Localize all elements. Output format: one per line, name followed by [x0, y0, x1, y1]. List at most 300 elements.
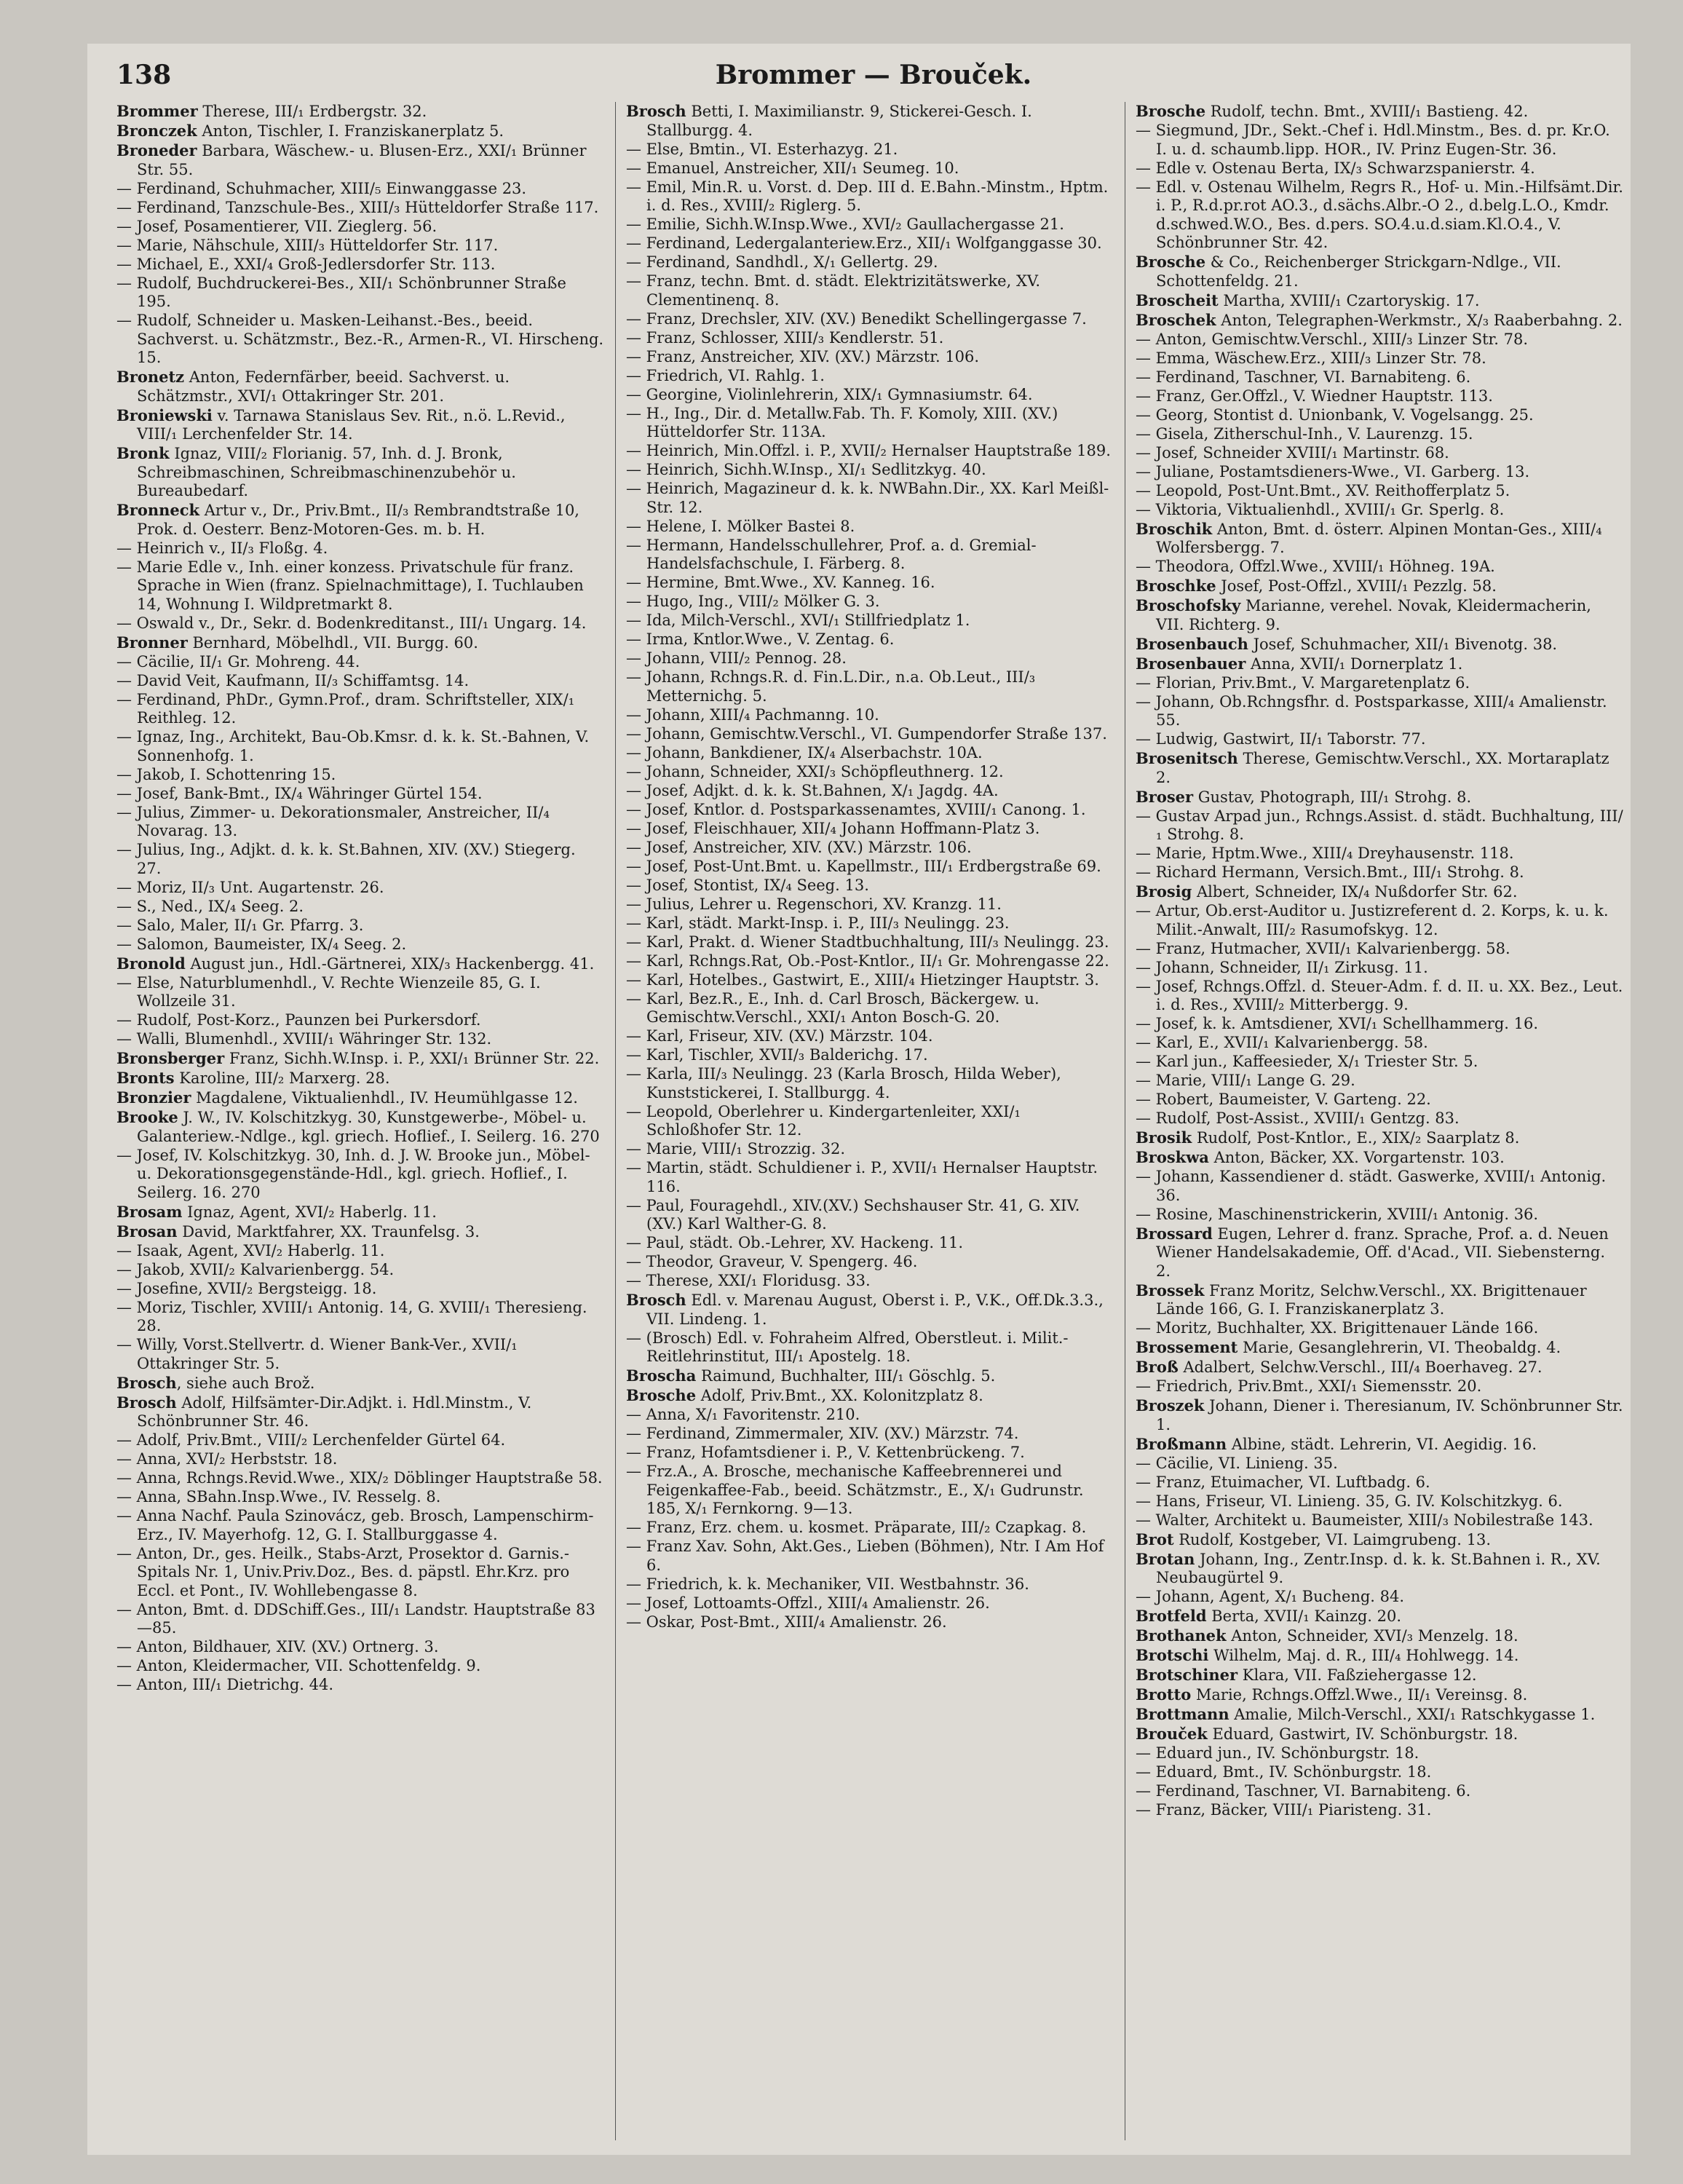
- entry-details: — Johann, Ob.Rchngsfhr. d. Postsparkasse, XIII/₄ Amalienstr. 55.: [1136, 692, 1607, 729]
- directory-entry: [626, 1329, 1114, 1366]
- directory-entry: [1136, 1435, 1623, 1455]
- directory-entry: [626, 1234, 1114, 1253]
- entry-details: — Anna, Rchngs.Revid.Wwe., XIX/₂ Döblinger Hauptstraße 58.: [116, 1469, 603, 1487]
- entry-details: Eduard, Gastwirt, IV. Schönburgstr. 18.: [1207, 1725, 1518, 1743]
- directory-entry: [116, 1049, 604, 1069]
- entry-surname: Broscha: [626, 1366, 697, 1385]
- directory-entry: [626, 1575, 1114, 1594]
- column-1: [116, 102, 604, 2140]
- entry-details: Barbara, Wäschew.- u. Blusen-Erz., XXI/₁ Brünner Str. 55.: [137, 142, 587, 178]
- entry-details: — Siegmund, JDr., Sekt.-Chef i. Hdl.Minstm., Bes. d. pr. Kr.O. I. u. d. schaumb.lipp. HOR., IV. Prinz Eugen-Str. 36.: [1136, 122, 1610, 158]
- entry-details: Bernhard, Möbelhdl., VII. Burgg. 60.: [187, 633, 478, 652]
- directory-entry: [116, 614, 604, 633]
- directory-entry: [116, 1011, 604, 1030]
- directory-entry: [1136, 863, 1623, 882]
- entry-details: — Marie Edle v., Inh. einer konzess. Privatschule für franz. Sprache in Wien (franz. Spielnachmittage), I. Tuchlauben 14, Wohnung I. Wildpretmarkt 8.: [116, 558, 584, 613]
- directory-entry: [1136, 1168, 1623, 1205]
- directory-entry: [626, 1253, 1114, 1272]
- entry-details: Johann, Ing., Zentr.Insp. d. k. k. St.Bahnen i. R., XV. Neubaugürtel 9.: [1156, 1550, 1601, 1586]
- directory-entry: [626, 839, 1114, 858]
- entry-surname: Brosenbauch: [1136, 634, 1248, 653]
- entry-details: — Ferdinand, Taschner, VI. Barnabiteng. 6.: [1136, 1782, 1471, 1800]
- entry-surname: Brosan: [116, 1222, 178, 1241]
- directory-entry: [1136, 577, 1623, 596]
- entry-details: Anna, XVII/₁ Dornerplatz 1.: [1246, 654, 1463, 673]
- directory-entry: [116, 1507, 604, 1544]
- entry-surname: Broschek: [1136, 310, 1216, 329]
- directory-entry: [626, 990, 1114, 1027]
- entry-details: — Michael, E., XXI/₄ Groß-Jedlersdorfer Str. 113.: [116, 255, 496, 273]
- directory-entry: [1136, 349, 1623, 368]
- directory-entry: [116, 368, 604, 405]
- directory-entry: [1136, 1705, 1623, 1725]
- directory-entry: [626, 1159, 1114, 1196]
- directory-entry: [626, 1444, 1114, 1463]
- entry-details: — Karl, Friseur, XIV. (XV.) Märzstr. 104.: [626, 1027, 933, 1045]
- entry-details: — Moriz, Tischler, XVIII/₁ Antonig. 14, G. XVIII/₁ Theresieng. 28.: [116, 1298, 587, 1334]
- entry-surname: Brotto: [1136, 1685, 1192, 1704]
- directory-entry: [116, 141, 604, 179]
- entry-details: — Walter, Architekt u. Baumeister, XIII/₃ Nobilestraße 143.: [1136, 1511, 1593, 1529]
- directory-entry: [1136, 1744, 1623, 1763]
- directory-entry: [1136, 674, 1623, 693]
- entry-surname: Brossard: [1136, 1224, 1213, 1243]
- entry-details: — Irma, Kntlor.Wwe., V. Zentag. 6.: [626, 630, 895, 648]
- entry-surname: Brosch: [626, 1291, 686, 1309]
- entry-surname: Brommer: [116, 102, 198, 120]
- directory-entry: [1136, 1473, 1623, 1492]
- entry-details: — Josef, Rchngs.Offzl. d. Steuer-Adm. f. d. II. u. XX. Bez., Leut. i. d. Res., XVIII/₂ Mitterbergg. 9.: [1136, 977, 1623, 1013]
- entry-details: — Franz, Anstreicher, XIV. (XV.) Märzstr. 106.: [626, 347, 980, 365]
- directory-entry: [1136, 1530, 1623, 1550]
- directory-entry: [626, 1272, 1114, 1291]
- entry-surname: Broßmann: [1136, 1434, 1227, 1453]
- entry-details: — Josef, Stontist, IX/₄ Seeg. 13.: [626, 876, 869, 894]
- directory-entry: [116, 633, 604, 653]
- entry-details: Marie, Rchngs.Offzl.Wwe., II/₁ Vereinsg. 8.: [1191, 1686, 1528, 1704]
- directory-entry: [1136, 406, 1623, 425]
- entry-details: — Josef, Lottoamts-Offzl., XIII/₄ Amalienstr. 26.: [626, 1594, 990, 1612]
- entry-surname: Brosik: [1136, 1128, 1192, 1147]
- entry-surname: Brosam: [116, 1202, 183, 1221]
- entry-surname: Broschik: [1136, 519, 1213, 538]
- column-divider: [615, 102, 616, 2140]
- directory-entry: [1136, 596, 1623, 634]
- entry-surname: Brotfeld: [1136, 1607, 1207, 1625]
- directory-entry: [116, 1638, 604, 1657]
- entry-details: Therese, Gemischtw.Verschl., XX. Mortaraplatz 2.: [1156, 750, 1609, 786]
- entry-details: Rudolf, techn. Bmt., XVIII/₁ Bastieng. 42.: [1205, 103, 1529, 120]
- directory-entry: [626, 141, 1114, 159]
- entry-details: — Emilie, Sichh.W.Insp.Wwe., XVI/₂ Gaullachergasse 21.: [626, 215, 1064, 233]
- entry-details: — Anton, Gemischtw.Verschl., XIII/₃ Linzer Str. 78.: [1136, 330, 1529, 348]
- entry-details: — Leopold, Oberlehrer u. Kindergartenleiter, XXI/₁ Schloßhofer Str. 12.: [626, 1102, 1021, 1139]
- entry-details: — Martin, städt. Schuldiener i. P., XVII/₁ Hernalser Hauptstr. 116.: [626, 1159, 1098, 1195]
- entry-details: — Ludwig, Gastwirt, II/₁ Taborstr. 77.: [1136, 730, 1426, 748]
- directory-entry: [1136, 1626, 1623, 1646]
- directory-entry: [626, 159, 1114, 178]
- entry-surname: Brosch: [116, 1373, 177, 1392]
- entry-details: — Marie, VIII/₁ Lange G. 29.: [1136, 1072, 1355, 1089]
- directory-entry: [116, 672, 604, 691]
- entry-details: Albine, städt. Lehrerin, VI. Aegidig. 16.: [1227, 1435, 1537, 1453]
- entry-details: Rudolf, Post-Kntlor., E., XIX/₂ Saarplatz 8.: [1192, 1129, 1520, 1147]
- entry-details: — Ida, Milch-Verschl., XVI/₁ Stillfriedplatz 1.: [626, 612, 970, 629]
- entry-details: — Paul, städt. Ob.-Lehrer, XV. Hackeng. 11.: [626, 1234, 964, 1251]
- directory-entry: [626, 1613, 1114, 1632]
- entry-details: Gustav, Photograph, III/₁ Strohg. 8.: [1193, 788, 1472, 806]
- directory-entry: [626, 518, 1114, 537]
- entry-details: — Johann, Kassendiener d. städt. Gaswerke, XVIII/₁ Antonig. 36.: [1136, 1168, 1607, 1204]
- entry-surname: Brosenitsch: [1136, 749, 1238, 767]
- entry-surname: Brouček: [1136, 1725, 1208, 1743]
- entry-details: — Franz, Hutmacher, XVII/₁ Kalvarienbergg. 58.: [1136, 939, 1510, 957]
- entry-surname: Brosch: [116, 1393, 177, 1412]
- entry-details: — Theodora, Offzl.Wwe., XVIII/₁ Höhneg. 19A.: [1136, 558, 1495, 575]
- directory-entry: [116, 1222, 604, 1242]
- entry-surname: Broser: [1136, 787, 1194, 806]
- directory-entry: [116, 954, 604, 974]
- directory-entry: [1136, 387, 1623, 406]
- entry-surname: Brotan: [1136, 1549, 1195, 1568]
- directory-entry: [1136, 730, 1623, 749]
- entry-details: — Emma, Wäschew.Erz., XIII/₃ Linzer Str. 78.: [1136, 349, 1486, 367]
- entry-details: — Marie, VIII/₁ Strozzig. 32.: [626, 1140, 845, 1158]
- entry-surname: Brosig: [1136, 882, 1192, 901]
- entry-details: — Cäcilie, II/₁ Gr. Mohreng. 44.: [116, 652, 360, 670]
- entry-details: — Isaak, Agent, XVI/₂ Haberlg. 11.: [116, 1241, 385, 1259]
- directory-entry: [1136, 159, 1623, 178]
- entry-details: Anton, Schneider, XVI/₃ Menzelg. 18.: [1226, 1627, 1518, 1645]
- entry-details: — Karl, Rchngs.Rat, Ob.-Post-Kntlor., II/₁ Gr. Mohrengasse 22.: [626, 951, 1109, 970]
- directory-entry: [116, 1242, 604, 1261]
- entry-details: — Julius, Ing., Adjkt. d. k. k. St.Bahnen, XIV. (XV.) Stiegerg. 27.: [116, 841, 576, 877]
- entry-details: — Ferdinand, PhDr., Gymn.Prof., dram. Schriftsteller, XIX/₁ Reithleg. 12.: [116, 690, 575, 727]
- entry-details: — Anton, Dr., ges. Heilk., Stabs-Arzt, Prosektor d. Garnis.-Spitals Nr. 1, Univ.Priv.Doz., Bes. d. päpstl. Ehr.Krz. pro Eccl. et Pont., IV. Wohllebengasse 8.: [116, 1544, 570, 1599]
- entry-details: — Anton, Kleidermacher, VII. Schottenfeldg. 9.: [116, 1657, 481, 1674]
- directory-entry: [116, 1030, 604, 1049]
- directory-entry: [626, 480, 1114, 517]
- entry-surname: Brosche: [626, 1386, 697, 1404]
- directory-entry: [626, 649, 1114, 668]
- entry-details: — Franz, Bäcker, VIII/₁ Piaristeng. 31.: [1136, 1801, 1432, 1819]
- entry-details: Johann, Diener i. Theresianum, IV. Schönbrunner Str. 1.: [1156, 1397, 1623, 1433]
- directory-entry: [626, 1027, 1114, 1046]
- directory-entry: [626, 877, 1114, 895]
- entry-surname: Brothanek: [1136, 1626, 1227, 1645]
- entry-details: — Heinrich, Sichh.W.Insp., XI/₁ Sedlitzkyg. 40.: [626, 461, 986, 478]
- directory-entry: [1136, 1148, 1623, 1168]
- entry-details: — Franz, Ger.Offzl., V. Wiedner Hauptstr. 113.: [1136, 387, 1493, 405]
- directory-entry: [116, 312, 604, 368]
- entry-details: — Franz Xav. Sohn, Akt.Ges., Lieben (Böhmen), Ntr. I Am Hof 6.: [626, 1538, 1104, 1574]
- entry-surname: Broneder: [116, 141, 197, 159]
- directory-entry: [116, 444, 604, 501]
- entry-details: — Rudolf, Post-Assist., XVIII/₁ Gentzg. 83.: [1136, 1109, 1460, 1127]
- directory-entry: [626, 1425, 1114, 1444]
- directory-entry: [1136, 959, 1623, 978]
- directory-entry: [1136, 635, 1623, 654]
- directory-entry: [626, 593, 1114, 612]
- directory-entry: [116, 1203, 604, 1222]
- directory-entry: [116, 1336, 604, 1373]
- entry-details: — Julius, Lehrer u. Regenschori, XV. Kranzg. 11.: [626, 895, 1002, 913]
- entry-details: — Therese, XXI/₁ Floridusg. 33.: [626, 1272, 871, 1289]
- directory-columns: [116, 102, 1631, 2148]
- entry-details: — Edle v. Ostenau Berta, IX/₃ Schwarzspanierstr. 4.: [1136, 159, 1535, 177]
- entry-surname: Bronold: [116, 954, 186, 973]
- entry-details: — Friedrich, k. k. Mechaniker, VII. Westbahnstr. 36.: [626, 1575, 1029, 1593]
- entry-details: — Else, Bmtin., VI. Esterhazyg. 21.: [626, 140, 898, 158]
- entry-details: — Jakob, I. Schottenring 15.: [116, 765, 336, 783]
- entry-details: v. Tarnawa Stanislaus Sev. Rit., n.ö. L.Revid., VIII/₁ Lerchenfelder Str. 14.: [137, 406, 566, 443]
- entry-details: — Eduard, Bmt., IV. Schönburgstr. 18.: [1136, 1763, 1432, 1781]
- entry-details: — Oskar, Post-Bmt., XIII/₄ Amalienstr. 26.: [626, 1613, 947, 1631]
- directory-entry: [1136, 122, 1623, 159]
- directory-entry: [1136, 1072, 1623, 1091]
- directory-entry: [626, 1366, 1114, 1386]
- entry-details: — Heinrich, Min.Offzl. i. P., XVII/₂ Hernalser Hauptstraße 189.: [626, 442, 1111, 459]
- entry-details: — Karl, städt. Markt-Insp. i. P., III/₃ Neulingg. 23.: [626, 914, 1010, 932]
- directory-entry: [1136, 882, 1623, 902]
- entry-details: David, Marktfahrer, XX. Traunfelsg. 3.: [177, 1222, 480, 1241]
- entry-surname: Brooke: [116, 1108, 178, 1126]
- directory-entry: [1136, 1666, 1623, 1685]
- entry-details: — Heinrich, Magazineur d. k. k. NWBahn.Dir., XX. Karl Meißl-Str. 12.: [626, 480, 1109, 516]
- entry-details: — Friedrich, VI. Rahlg. 1.: [626, 366, 825, 384]
- directory-entry: [626, 178, 1114, 215]
- entry-details: — Franz, Hofamtsdiener i. P., V. Kettenbrückeng. 7.: [626, 1444, 1025, 1461]
- directory-entry: [1136, 1338, 1623, 1358]
- directory-entry: [116, 1147, 604, 1203]
- directory-entry: [1136, 482, 1623, 501]
- entry-details: — Anna, SBahn.Insp.Wwe., IV. Resselg. 8.: [116, 1488, 441, 1506]
- directory-entry: [626, 1103, 1114, 1140]
- entry-details: Martha, XVIII/₁ Czartoryskig. 17.: [1218, 291, 1480, 309]
- entry-details: — Friedrich, Priv.Bmt., XXI/₁ Siemensstr. 20.: [1136, 1377, 1482, 1395]
- entry-details: — Theodor, Graveur, V. Spengerg. 46.: [626, 1253, 918, 1270]
- directory-entry: [626, 1538, 1114, 1575]
- directory-entry: [116, 539, 604, 558]
- directory-entry: [116, 102, 604, 122]
- directory-entry: [116, 1261, 604, 1280]
- entry-details: Eugen, Lehrer d. franz. Sprache, Prof. a. d. Neuen Wiener Handelsakademie, Off. d'Acad., VII. Siebensterng. 2.: [1156, 1224, 1609, 1280]
- directory-entry: [1136, 1588, 1623, 1607]
- entry-details: — Oswald v., Dr., Sekr. d. Bodenkreditanst., III/₁ Ungarg. 14.: [116, 614, 587, 632]
- entry-details: Anton, Bäcker, XX. Vorgartenstr. 103.: [1208, 1149, 1505, 1166]
- entry-details: — Salo, Maler, II/₁ Gr. Pfarrg. 3.: [116, 916, 364, 934]
- entry-details: — Johann, VIII/₂ Pennog. 28.: [626, 649, 847, 667]
- directory-entry: [626, 1463, 1114, 1519]
- directory-entry: [1136, 902, 1623, 939]
- entry-details: Anton, Tischler, I. Franziskanerplatz 5.: [197, 122, 504, 140]
- entry-surname: Brotschi: [1136, 1646, 1209, 1664]
- directory-entry: [116, 1393, 604, 1431]
- directory-entry: [1136, 444, 1623, 463]
- entry-surname: Brosche: [1136, 102, 1206, 120]
- entry-details: — Johann, Schneider, XXI/₃ Schöpfleuthnerg. 12.: [626, 762, 1004, 780]
- directory-entry: [626, 801, 1114, 820]
- entry-details: Franz Moritz, Selchw.Verschl., XX. Brigittenauer Lände 166, G. I. Franziskanerplatz 3.: [1156, 1281, 1587, 1318]
- directory-entry: [1136, 311, 1623, 331]
- directory-entry: [1136, 807, 1623, 844]
- directory-entry: [626, 895, 1114, 914]
- directory-entry: [1136, 1128, 1623, 1148]
- entry-details: — Hermine, Bmt.Wwe., XV. Kanneg. 16.: [626, 574, 935, 591]
- directory-entry: [116, 256, 604, 274]
- entry-surname: Brot: [1136, 1530, 1174, 1548]
- entry-details: — Josef, Kntlor. d. Postsparkassenamtes, XVIII/₁ Canong. 1.: [626, 800, 1086, 818]
- directory-entry: [1136, 1358, 1623, 1377]
- directory-entry: [116, 199, 604, 218]
- entry-details: — Karl jun., Kaffeesieder, X/₁ Triester Str. 5.: [1136, 1053, 1478, 1070]
- entry-details: — Karl, Prakt. d. Wiener Stadtbuchhaltung, III/₃ Neulingg. 23.: [626, 933, 1109, 951]
- entry-details: — Richard Hermann, Versich.Bmt., III/₁ Strohg. 8.: [1136, 863, 1524, 881]
- entry-surname: Broß: [1136, 1358, 1179, 1376]
- entry-surname: Bronzier: [116, 1088, 191, 1107]
- directory-entry: [626, 234, 1114, 253]
- directory-entry: [1136, 978, 1623, 1015]
- entry-details: — Helene, I. Mölker Bastei 8.: [626, 517, 855, 535]
- entry-details: — Else, Naturblumenhdl., V. Rechte Wienzeile 85, G. I. Wollzeile 31.: [116, 973, 541, 1010]
- entry-details: — Gisela, Zitherschul-Inh., V. Laurenzg. 15.: [1136, 424, 1473, 443]
- directory-entry: [116, 653, 604, 672]
- directory-entry: [626, 914, 1114, 933]
- directory-entry: [626, 1519, 1114, 1538]
- entry-details: Marianne, verehel. Novak, Kleidermacherin, VII. Richterg. 9.: [1156, 597, 1591, 633]
- directory-entry: [626, 782, 1114, 801]
- directory-entry: [1136, 654, 1623, 674]
- entry-details: — Anna, X/₁ Favoritenstr. 210.: [626, 1406, 860, 1423]
- entry-details: — Leopold, Post-Unt.Bmt., XV. Reithofferplatz 5.: [1136, 481, 1510, 499]
- entry-details: — Ferdinand, Schuhmacher, XIII/₅ Einwanggasse 23.: [116, 179, 527, 197]
- directory-entry: [116, 1088, 604, 1108]
- entry-surname: Brossement: [1136, 1338, 1238, 1356]
- entry-details: — Emanuel, Anstreicher, XII/₁ Seumeg. 10.: [626, 159, 959, 177]
- entry-details: Ignaz, VIII/₂ Florianig. 57, Inh. d. J. Bronk, Schreibmaschinen, Schreibmaschinenzubehör u. Bureaubedarf.: [137, 445, 516, 499]
- directory-entry: [116, 917, 604, 935]
- directory-entry: [626, 253, 1114, 272]
- entry-details: — Juliane, Postamtsdieners-Wwe., VI. Garberg. 13.: [1136, 462, 1530, 480]
- entry-details: — Georg, Stontist d. Unionbank, V. Vogelsangg. 25.: [1136, 405, 1534, 424]
- entry-details: Karoline, III/₂ Marxerg. 28.: [174, 1069, 390, 1087]
- directory-entry: [116, 766, 604, 785]
- entry-details: — Johann, Agent, X/₁ Bucheng. 84.: [1136, 1588, 1405, 1605]
- entry-surname: Bronneck: [116, 501, 200, 519]
- entry-details: — Anna Nachf. Paula Szinovácz, geb. Brosch, Lampenschirm-Erz., IV. Mayerhofg. 12, G. I. Stallburggasse 4.: [116, 1507, 594, 1543]
- directory-entry: [626, 1046, 1114, 1065]
- entry-details: Wilhelm, Maj. d. R., III/₄ Hohlwegg. 14.: [1208, 1647, 1519, 1664]
- directory-entry: [1136, 1091, 1623, 1109]
- column-3: [1136, 102, 1623, 2140]
- entry-details: — Ferdinand, Zimmermaler, XIV. (XV.) Märzstr. 74.: [626, 1425, 1019, 1442]
- entry-details: Berta, XVII/₁ Kainzg. 20.: [1206, 1607, 1402, 1625]
- directory-entry: [1136, 463, 1623, 482]
- entry-details: — David Veit, Kaufmann, II/₃ Schiffamtsg. 14.: [116, 671, 470, 689]
- directory-entry: [626, 1594, 1114, 1613]
- entry-details: — Ferdinand, Ledergalanteriew.Erz., XII/₁ Wolfganggasse 30.: [626, 234, 1102, 252]
- directory-entry: [1136, 1319, 1623, 1338]
- directory-entry: [1136, 102, 1623, 122]
- directory-entry: [626, 744, 1114, 763]
- directory-entry: [626, 348, 1114, 367]
- directory-entry: [626, 405, 1114, 442]
- directory-entry: [626, 329, 1114, 348]
- directory-entry: [626, 725, 1114, 744]
- directory-entry: [1136, 178, 1623, 253]
- directory-entry: [626, 1291, 1114, 1329]
- directory-entry: [626, 1386, 1114, 1406]
- entry-details: — Karl, Bez.R., E., Inh. d. Carl Brosch, Bäckergew. u. Gemischtw.Verschl., XXI/₁ Anton Bosch-G. 20.: [626, 989, 1040, 1026]
- directory-entry: [116, 898, 604, 917]
- entry-details: — Anton, Bmt. d. DDSchiff.Ges., III/₁ Landstr. Hauptstraße 83—85.: [116, 1600, 595, 1637]
- entry-details: Marie, Gesanglehrerin, VI. Theobaldg. 4.: [1238, 1339, 1561, 1356]
- page-number: 138: [116, 60, 172, 90]
- directory-entry: [116, 1374, 604, 1393]
- directory-entry: [1136, 1646, 1623, 1666]
- entry-surname: Broszek: [1136, 1396, 1205, 1415]
- directory-entry: [116, 218, 604, 237]
- entry-surname: Bronner: [116, 633, 188, 652]
- entry-surname: Brottmann: [1136, 1705, 1229, 1723]
- directory-entry: [1136, 1725, 1623, 1744]
- entry-surname: Broniewski: [116, 405, 213, 424]
- directory-entry: [1136, 368, 1623, 387]
- entry-details: — Cäcilie, VI. Linieng. 35.: [1136, 1454, 1338, 1472]
- directory-entry: [1136, 291, 1623, 311]
- directory-entry: [1136, 1511, 1623, 1530]
- entry-surname: Bronsberger: [116, 1049, 225, 1067]
- directory-entry: [1136, 558, 1623, 577]
- directory-entry: [116, 785, 604, 804]
- directory-entry: [626, 668, 1114, 705]
- entry-details: — Franz, techn. Bmt. d. städt. Elektrizitätswerke, XV. Clementinenq. 8.: [626, 272, 1041, 309]
- directory-entry: [1136, 1455, 1623, 1473]
- directory-entry: [116, 501, 604, 539]
- directory-entry: [626, 1197, 1114, 1234]
- entry-details: — Franz, Etuimacher, VI. Luftbadg. 6.: [1136, 1473, 1430, 1491]
- entry-details: — Emil, Min.R. u. Vorst. d. Dep. III d. E.Bahn.-Minstm., Hptm. i. d. Res., XVIII/₂ Riglerg. 5.: [626, 178, 1109, 214]
- directory-entry: [626, 612, 1114, 630]
- directory-entry: [1136, 1782, 1623, 1801]
- directory-entry: [1136, 1224, 1623, 1281]
- directory-entry: [1136, 520, 1623, 558]
- entry-details: — Florian, Priv.Bmt., V. Margaretenplatz 6.: [1136, 673, 1470, 692]
- entry-details: — Rudolf, Post-Korz., Paunzen bei Purkersdorf.: [116, 1011, 481, 1029]
- entry-details: — S., Ned., IX/₄ Seeg. 2.: [116, 897, 304, 915]
- entry-details: — Josef, Anstreicher, XIV. (XV.) Märzstr. 106.: [626, 838, 972, 856]
- directory-entry: [626, 971, 1114, 990]
- entry-details: — Hermann, Handelsschullehrer, Prof. a. d. Gremial-Handelsfachschule, I. Färberg. 8.: [626, 536, 1037, 572]
- entry-details: Raimund, Buchhalter, III/₁ Göschlg. 5.: [696, 1367, 996, 1385]
- directory-entry: [116, 1601, 604, 1638]
- directory-entry: [626, 461, 1114, 480]
- directory-entry: [626, 272, 1114, 309]
- directory-entry: [626, 442, 1114, 461]
- entry-details: — Franz, Schlosser, XIII/₃ Kendlerstr. 51.: [626, 328, 944, 347]
- entry-details: — Franz, Drechsler, XIV. (XV.) Benedikt Schellingergasse 7.: [626, 309, 1087, 328]
- entry-details: — (Brosch) Edl. v. Fohraheim Alfred, Oberstleut. i. Milit.-Reitlehrinstitut, III/₁ Apostelg. 18.: [626, 1329, 1069, 1365]
- directory-entry: [626, 386, 1114, 405]
- entry-surname: Brosenbauer: [1136, 654, 1246, 673]
- directory-entry: [626, 820, 1114, 839]
- directory-entry: [116, 728, 604, 765]
- directory-entry: [1136, 331, 1623, 349]
- entry-details: — Josef, Adjkt. d. k. k. St.Bahnen, X/₁ Jagdg. 4A.: [626, 781, 999, 799]
- directory-entry: [116, 691, 604, 728]
- entry-surname: Bronczek: [116, 122, 197, 140]
- entry-details: — Anton, Bildhauer, XIV. (XV.) Ortnerg. 3.: [116, 1638, 439, 1655]
